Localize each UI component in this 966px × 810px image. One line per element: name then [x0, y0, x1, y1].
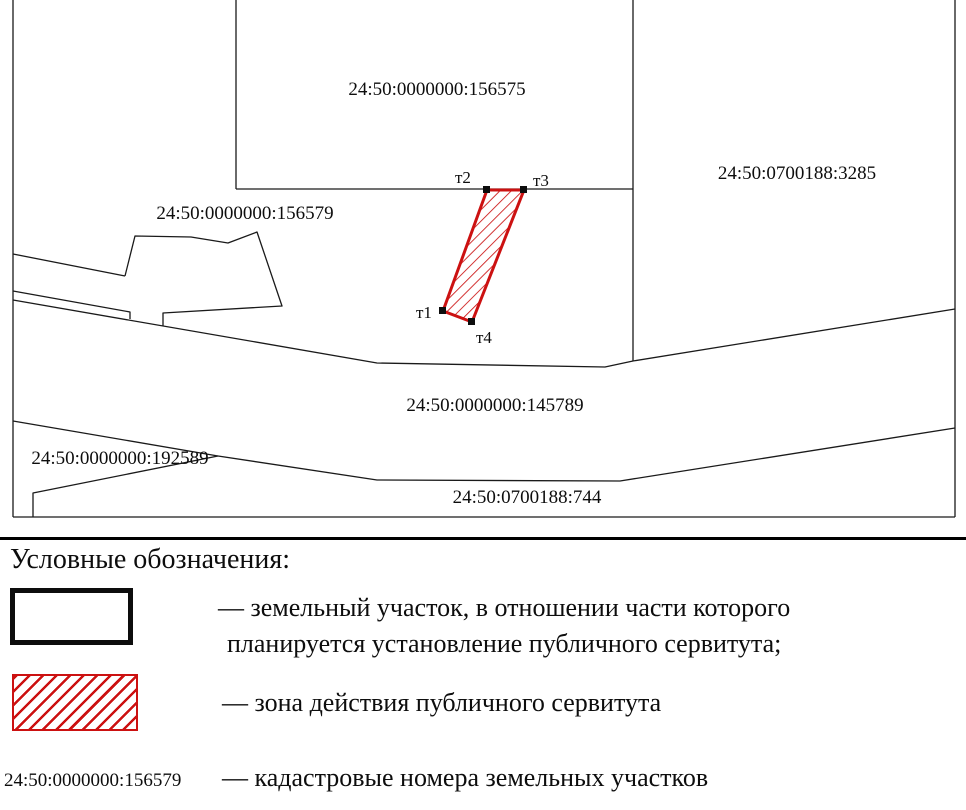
legend-swatch-parcel-outline — [10, 588, 133, 645]
point-label-t1: т1 — [416, 303, 432, 322]
parcel-3285-bottom-boundary — [633, 309, 955, 361]
legend-swatch-servitude-zone — [12, 674, 138, 731]
point-marker-t2 — [483, 186, 490, 193]
road-upper-line — [13, 254, 125, 276]
parcel-label-192589: 24:50:0000000:192589 — [31, 448, 209, 469]
point-label-t2: т2 — [455, 168, 471, 187]
legend-text-servitude-zone: — зона действия публичного сервитута — [222, 688, 662, 717]
road-middle-line — [13, 291, 130, 319]
point-label-t3: т3 — [533, 171, 549, 190]
point-marker-t3 — [520, 186, 527, 193]
point-marker-t1 — [439, 307, 446, 314]
legend-text-parcel-line1: — земельный участок, в отношении части которого — [218, 593, 791, 622]
legend-heading: Условные обозначения: — [10, 544, 291, 575]
parcel-label-3285: 24:50:0700188:3285 — [717, 163, 877, 184]
map-legend-separator — [0, 537, 966, 540]
servitude-zone-polygon — [443, 190, 524, 322]
parcel-label-145789: 24:50:0000000:145789 — [406, 395, 584, 416]
legend-text-cadastral-numbers: — кадастровые номера земельных участков — [222, 763, 709, 792]
legend-sample-cadastral-number: 24:50:0000000:156579 — [4, 770, 182, 791]
point-marker-t4 — [468, 318, 475, 325]
point-label-t4: т4 — [476, 328, 492, 347]
parcel-label-156575: 24:50:0000000:156575 — [348, 79, 526, 100]
parcel-label-156579: 24:50:0000000:156579 — [156, 203, 334, 224]
legend-text-parcel-line2: планируется установление публичного сервитута; — [227, 629, 782, 658]
inner-contour-156579 — [125, 232, 282, 326]
parcel-label-744: 24:50:0700188:744 — [452, 487, 602, 508]
parcel-145789-top-boundary — [13, 300, 633, 367]
